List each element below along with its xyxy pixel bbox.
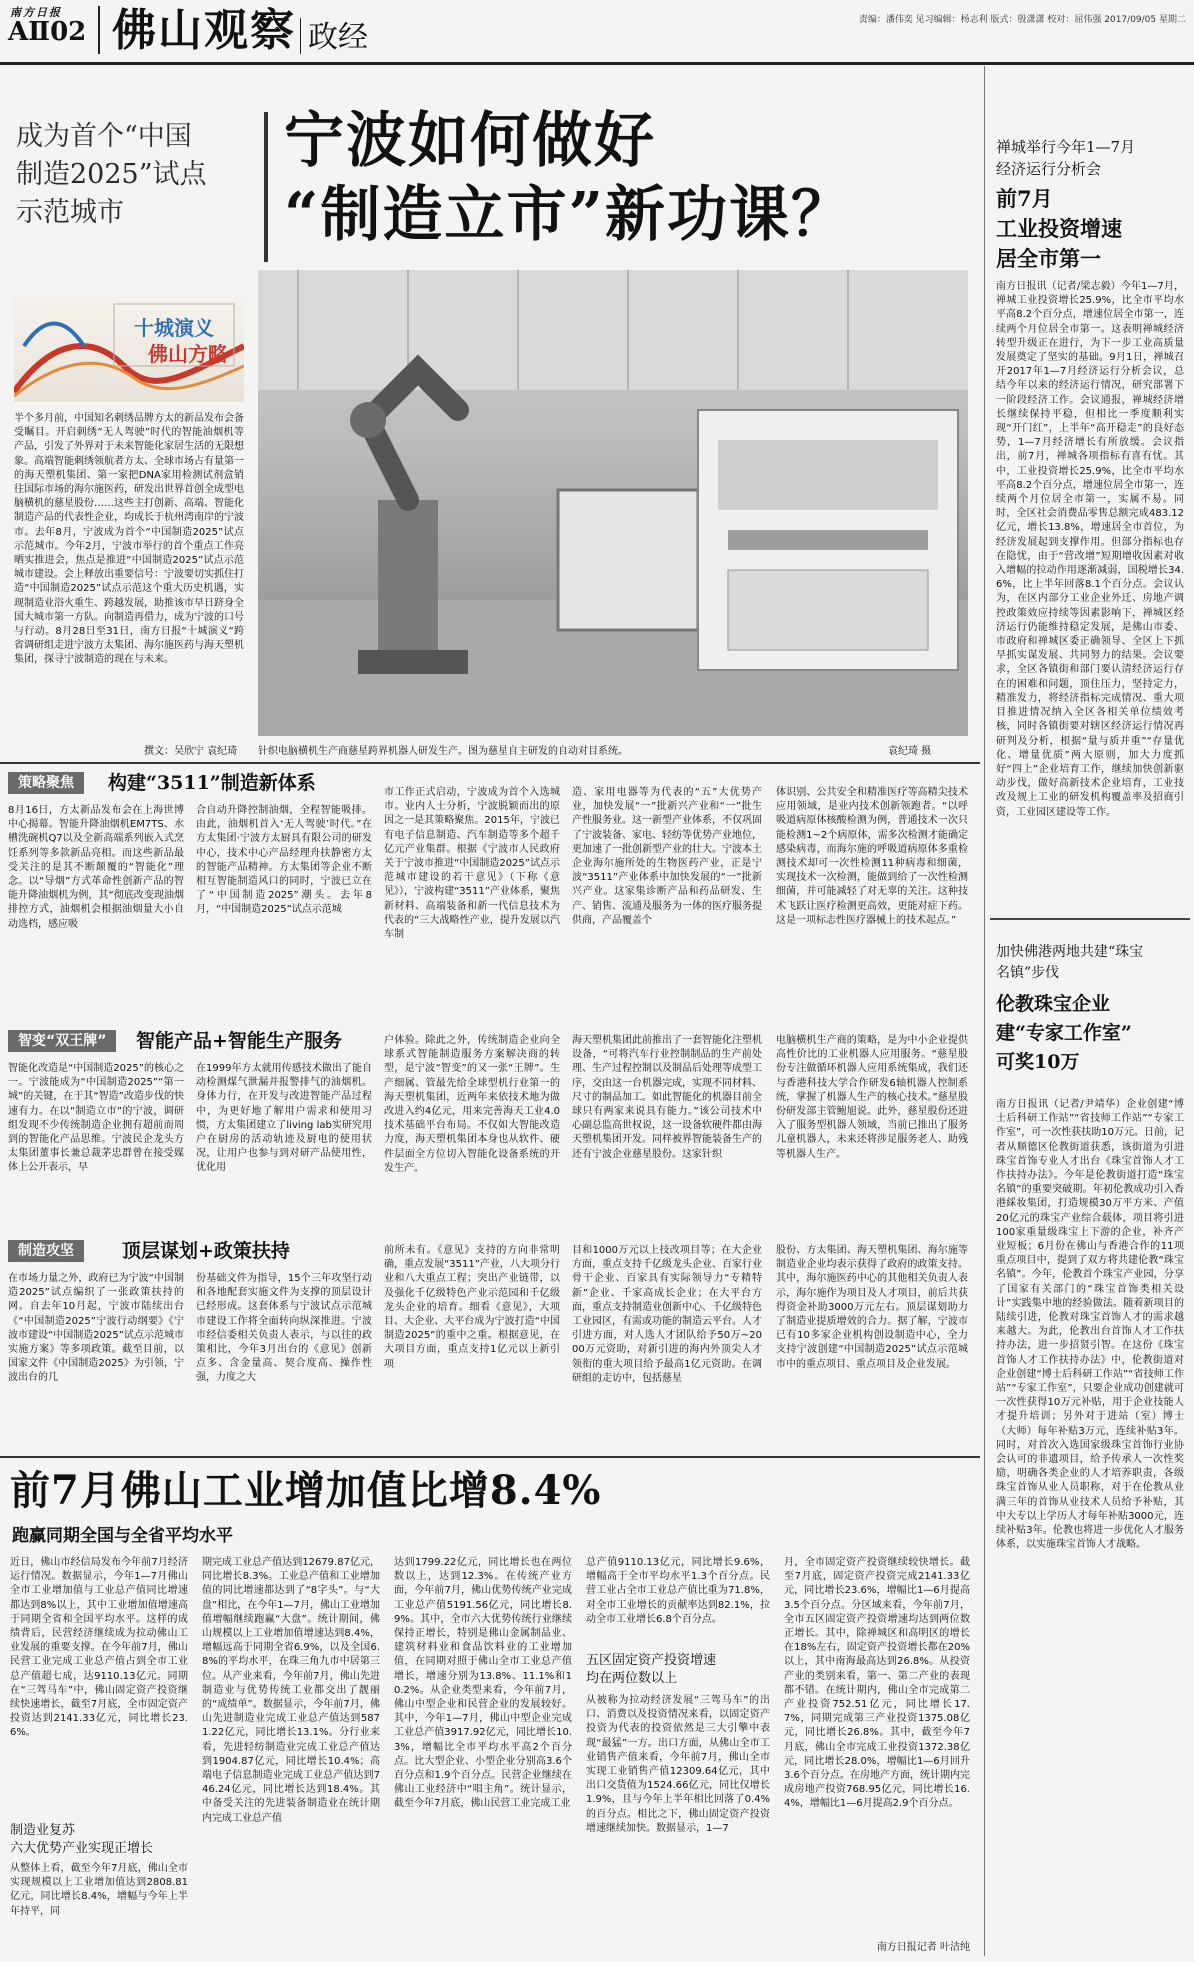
page-credits: 责编：潘伟奕 见习编辑：杨志利 版式：殷潇潇 校对：屈伟强 2017/09/05 星期二 bbox=[858, 15, 1186, 25]
section-policy-col-2: 份基础文件为指导，15个三年攻坚行动和各地配套实施文件为支撑的顶层设计已经形成。这套体系与宁波试点示范城市建设工作将全面转向纵深推进。宁波市经信委相关负责人表示，与以往的政策相比，今年3月出台的《意见》创新点多、含金量高、契合度高、操作性强，力度之大 bbox=[196, 1273, 372, 1384]
badge-title-2: 佛山方略 bbox=[148, 342, 228, 366]
section-policy-col-5: 股份、方太集团、海天塑机集团、海尔施等制造业企业均表示获得了政府的政策支持。其中，海尔施医药中心的其他相关负责人表示，海尔施作为项目及人才项目，前后共获得资金补助3000万元左右。顶层谋划助力了制造业提质增效的合力。据了解，宁波市已有10多家企业机构创设制造中心，全力支持宁波创建“中国制造2025”试点示范城市中的重点项目、重点项目及企业发展。 bbox=[776, 1245, 968, 1370]
bottom-headline: 前7月佛山工业增加值比增8.4% bbox=[10, 1467, 602, 1514]
section-label-strategy: 策略聚焦 bbox=[8, 772, 84, 794]
section-strategy-col-4: 造、家用电器等为代表的“五”大优势产业，加快发展“一”批新兴产业和“一”批生产性服务业。这一新型产业体系，不仅巩固了宁波装备、家电、轻纺等优势产业地位，更加速了一批创新型产业的壮大。宁波本土企业海尔施所处的生物医药产业，正是宁波“3511”产业体系中加快发展的“一”批新兴产业。这家集诊断产品和药品研发、生产、销售、流通及服务为一体的医疗服务提供商，产品覆盖个 bbox=[572, 787, 762, 926]
section-policy-col-1: 在市场力量之外，政府已为宁波“中国制造2025”试点编织了一张政策扶持的网。自去年10月起，宁波市陆续出台《“中国制造2025”宁波行动纲要》《宁波市建设“中国制造2025”试点示范城市实施方案》等多项政策。截至目前，以国家文件《中国制造2025》为引领，宁波出台的几 bbox=[8, 1273, 184, 1384]
badge-title-1: 十城演义 bbox=[134, 316, 214, 340]
bottom-col-4: 总产值9110.13亿元，同比增长9.6%，增幅高于全市平均水平1.3个百分点。民营工业占全市工业总产值比重为71.8%，对全市工业增长的贡献率达到82.1%，拉动全市工业增长6.8个百分点。 bbox=[586, 1557, 770, 1625]
section-strategy-col-2: 合自动升降控制油烟，全程智能吸排。由此，油烟机首入‘无人驾驶’时代。”在方太集团·宁波方太厨具有限公司的研发中心，技术中心产品经理舟扶静密方太的智能产品精神。方太集团等企业不断相互智能制造风口的同时，宁波已立在了“中国制造2025”潮头。去年8月，“中国制造2025”试点示范城 bbox=[196, 805, 372, 916]
lead-byline: 撰文：吴欣宁 袁纪琦 bbox=[144, 746, 238, 757]
lead-photo bbox=[258, 270, 968, 736]
lead-intro-text: 半个多月前，中国知名刺绣品牌方太的新品发布会备受瞩目。开启刺绣“无人驾驶”时代的智能油烟机等产品，引发了外界对于未来智能化家居生活的无限想象。高端智能刺绣领航者方太、全球市场占有量第一的海天塑机集团、第一家把DNA家用检测试剂盒销往国际市场的海尔施医药，研发出世界首创全成型电脑横机的慈星股份……这些主打创新、高端、智能化制造产品的代表性企业，均成长于杭州湾南岸的宁波市。去年8月，宁波成为首个“中国制造2025”试点示范城市。今年2月，宁波市举行的首个重点工作亮晒实推进会，焦点是推进“中国制造2025”试点示范城市建设。会上释放出重要信号：宁波要切实抓住打造“中国制造2025”试点示范这个重大历史机遇，实现制造业浴火重生、跨越发展，助推该市早日跻身全国大城市第一方队。向制造再借力，成为宁波的口号与行动。8月28日至31日，南方日报“十城演义”跨省调研组走进宁波方太集团、海尔施医药与海天塑机集团，探寻宁波制造的现在与未来。 bbox=[14, 413, 244, 666]
section-policy-col-4: 目和1000万元以上技改项目等；在大企业方面，重点支持千亿级龙头企业、百家行业骨干企业、百家具有实际领导力“专精特新”企业、千家高成长企业；在大平台方面，重点支持制造业创新中心、千亿级特色工业园区，有需或功能的制造云平台。人才引进方面，对人选人才团队给予50万~2000万元资助，对新引进的海内外顶尖人才领衔的重大项目给予最高1亿元资助。在调研组的走访中，包括慈星 bbox=[572, 1245, 762, 1384]
page-number: AⅡ02 bbox=[8, 17, 87, 47]
right-top-body: 南方日报讯（记者/梁志毅）今年1—7月，禅城工业投资增长25.9%，比全市平均水平高8.2个百分点，增速位居全市第一，连续两个月位居全市第一。这表明禅城经济转型升级正在进行，为下一步工业高质量发展奠定了坚实的基础。9月1日，禅城召开2017年1—7月经济运行分析会议，总结今年以来的经济运行情况，研究部署下一阶段经济工作。会议通报，禅城经济增长继续保持平稳，但相比一季度顺利实现“开门红”，上半年“高开稳走”的良好态势，1—7月经济增长有所放缓。会议指出，前7月，禅城各项指标有喜有忧。其中，工业投资增长25.9%，比全市平均水平高8.2个百分点，增速位居全市第一，连续两个月位居全市第一，实属不易。同时，全区社会消费品零售总额完成483.12亿元，增长13.8%，增速居全市首位，为经济发展起到支撑作用。但部分指标也存在隐忧，由于“营改增”短期增收因素对收入增幅的拉动作用逐渐减弱，国税增长34.6%，比上半年回落8.1个百分点。会议认为，在区内部分工业企业外迁、房地产调控政策效应持续等因素影响下，禅城区经济运行仍能维持稳定发展，是佛山市委、市政府和禅城区委正确领导、全区上下抓早抓实谋发展、共同努力的结果。会议要求，全区各镇街和部门要认清经济运行存在的困难和问题，顶住压力，坚持定力，精准发力，将经济指标完成情况、重大项目推进情况纳入全区各相关单位绩效考核，同时各镇街要对辖区经济运行情况再研判及分析，根据“量与质并重”“存量优化、增量优质”两大原则，加大力度抓好“四上”企业培育工作，继续加快创新驱动步伐，做好高新技术企业培育，工业技改及规上工业的研发机构覆盖率及招商引资，工业园区建设等工作。 bbox=[996, 281, 1184, 818]
section-label-smart: 智变“双王牌” bbox=[8, 1030, 116, 1052]
section-smart-col-3: 户体验。除此之外，传统制造企业向全球系式智能制造服务方案解决商的转型，是宁波“智变”的又一张“王牌”。生产细属、管最先给全球型机行业第一的海天塑机集团，近两年来依技术地为做改进入约4亿元，用来完善海天工业4.0技术基础平台布局。不仅如大智能改造力度，海天塑机集团本身也从软件、硬件层面全方位切入智能化设备系统的开发生产。 bbox=[384, 1035, 560, 1174]
section-policy-col-3: 前所未有。《意见》支持的方向非常明确，重点发展“3511”产业，八大项分行业和八大重点工程；突出产业链带，以及强化千亿级特色产业示范园和千亿级龙头企业的培育。细看《意见》，大项目、大企业、大平台成为宁波打造“中国制造2025”的重中之重。根据意见，在大项目方面，重点支持1亿元以上新引项 bbox=[384, 1245, 560, 1370]
bottom-col-5: 月，全市固定资产投资继续较快增长。截至7月底，固定资产投资完成2141.33亿元，同比增长23.6%，增幅比1—6月提高3.5个百分点。分区域来看，今年前7月，全市五区固定资产投资增速均达到两位数正增长。其中，除禅城区和高明区的增长在18%左右，固定资产投资增长都在20%以上，其中南海最高达到26.8%。从投资产业的类别来看，第一、第二产业的表现都不错。在统计期内，佛山全市完成第二产业投资752.51亿元，同比增长17.7%，同期完成第三产业投资1375.08亿元，同比增长26.8%。其中，截至今年7月底，佛山全市完成工业投资1372.38亿元，同比增长28.0%，增幅比1—6月回升3.6个百分点。在房地产方面，统计期内完成房地产投资768.95亿元，同比增长16.4%，增幅比1—6月提高2.9个百分点。 bbox=[784, 1557, 970, 1810]
bottom-col-1: 近日，佛山市经信局发布今年前7月经济运行情况。数据显示，今年1—7月佛山全市工业增加值与工业总产值同比增速都达到8%以上，其中工业增加值增速高于同期全省和全国平均水平。这样的成绩背后，民营经济继续成为拉动佛山工业发展的重要支撑。在今年前7月，佛山民营工业完成工业总产值占到全市工业总产值超七成，达9110.13亿元。同期在“三驾马车”中，佛山固定资产投资继续快速增长，截至7月底，全市固定资产投资达到2141.33亿元，同比增长23.6%。 bbox=[10, 1557, 188, 1739]
lead-photo-credit: 袁纪琦 摄 bbox=[888, 746, 932, 757]
right-bottom-body: 南方日报讯（记者/尹靖华）企业创建“博士后科研工作站”“省技师工作站”“专家工作室”，可一次性获扶助10万元。日前，记者从顺德区伦教街道获悉，该街道为引进珠宝首饰专业人才出台《珠宝首饰人才工作扶持办法》。今年是伦教街道打造“珠宝名镇”的重要突破期。年初伦教成功引入香港綵妆集团，打造规模30万平方米、产值20亿元的珠宝产业综合载体，项目将引进100家重量级珠宝上下游的企业，补齐产业短板；6月份在佛山与香港合作的11项重点项目中，提到了双方将共建伦教“珠宝名镇”。今年，伦教首个珠宝产业园，分享了国家有关部门的“珠宝首饰类相关设计”实践集中地的经验做法。随着新项目的陆续引进，伦教对珠宝首饰人才的需求越来越大。为此，伦教出台首饰人才工作扶持办法，进一步招贤引智。在这份《珠宝首饰人才工作扶持办法》中，伦教街道对企业创建“博士后科研工作站”“省技师工作站”“专家工作室”，只要企业成功创建就可一次性获得10万元补贴，用于企业技能人才提升培训；另外对于进站（室）博士（大师）每年补贴3万元，连续补贴3年。同时，对首次入选国家级珠宝首饰行业协会认可的非遗项目，给予传承人一次性奖励，明确各类企业的人才培养职责，各级珠宝首饰从业人员职称，对于在伦教从业满三年的首饰从业技术人员给予补贴，其中大专以上学历人才每年补贴3000元，连续补贴3年。伦教也将进一步优化人才服务体系，以实施珠宝首饰人才战略。 bbox=[996, 1099, 1184, 1551]
section-label-policy: 制造攻坚 bbox=[8, 1240, 84, 1262]
section-smart-col-2: 在1999年方太就用传感技术做出了能自动检测煤气泄漏并报警排气的油烟机。身体力行，在开发与改进智能产品过程中，为更好地了解用户需求和使用习惯，方太集团建立了living lab实研究用户在厨房的活动轨迹及厨电的使用状况，让用户也参与到对研产品使用性，优化用 bbox=[196, 1063, 372, 1174]
bottom-col-1-subhead: 制造业复苏 六大优势产业实现正增长 bbox=[10, 1823, 154, 1856]
lead-kicker: 成为首个“中国 制造2025”试点 示范城市 bbox=[16, 121, 207, 228]
right-bottom-pre: 加快佛港两地共建“珠宝 名镇”步伐 bbox=[996, 944, 1144, 981]
series-badge bbox=[14, 296, 244, 402]
bottom-col-4b: 从被称为拉动经济发展“三驾马车”的出口、消费以及投资情况来看，以固定资产投资为代表的投资依然是三大引擎中表现“最猛”一方。出口方面，从佛山全市工业销售产值来看，今年前7月，佛山全市实现工业销售产值12309.64亿元，其中出口交货值为1524.66亿元，同比仅增长1.9%，且与今年上半年相比回落了0.4%的百分点。相比之下，佛山固定资产投资增速继续加快。数据显示，1—7 bbox=[586, 1695, 770, 1834]
lead-headline: 宁波如何做好 “制造立市”新功课？ bbox=[284, 106, 854, 250]
subsection-title: 政经 bbox=[308, 20, 368, 55]
bottom-byline: 南方日报记者 叶洁纯 bbox=[876, 1942, 970, 1953]
bottom-col-4-subhead: 五区固定资产投资增速 均在两位数以上 bbox=[586, 1653, 717, 1686]
paper-logo: 南方日报 bbox=[10, 6, 62, 19]
right-top-title: 前7月 工业投资增速 居全市第一 bbox=[996, 186, 1122, 271]
robot-illustration bbox=[258, 270, 968, 736]
section-smart-col-1: 智能化改造是“中国制造2025”的核心之一。宁波能成为“中国制造2025”“第一城”的关键，在于其“智造”改造步伐的快速有力。在以“制造立市”的宁波，调研组发现不少传统制造企业拥有超前而周到的智能化产品思维。宁波民企龙头方太集团董事长兼总裁茅忠群曾在接受媒体上公开表示，早 bbox=[8, 1063, 184, 1174]
section-strategy-col-3: 市工作正式启动，宁波成为首个入选城市。业内人士分析，宁波脱颖而出的原因之一是其策略聚焦。2015年，宁波已有电子信息制造、汽车制造等多个超千亿元产业集群。根据《宁波市人民政府关于宁波市推进“中国制造2025”试点示范城市建设的若干意见》（下称《意见》），宁波构建“3511”产业体系，聚焦新材料、高端装备和新一代信息技术为代表的“三大战略性产业，提升发展以汽车制 bbox=[384, 787, 560, 941]
lead-photo-caption: 针织电脑横机生产商慈星跨界机器人研发生产。图为慈星自主研发的自动对目系统。 bbox=[258, 746, 628, 757]
bottom-subhead: 跑赢同期全国与全省平均水平 bbox=[12, 1526, 233, 1546]
bottom-col-2: 期完成工业总产值达到12679.87亿元，同比增长8.3%。工业总产值和工业增加值的同比增速都达到了“8字头”。与“大盘”相比，在今年1—7月，佛山工业增加值增幅继续跑赢“大盘”。统计期间，佛山规模以上工业增加值增速达到8.4%，增幅远高于同期全省6.9%，以及全国6.8%的平均水平，在珠三角九市中居第三位。从产业来看，今年前7月，佛山先进制造业与优势传统工业都交出了靓丽的“成绩单”。数据显示，今年前7月，佛山先进制造业完成工业总产值达到5871.22亿元，同比增长13.1%。分行业来看，先进轻纺制造业完成工业总产值达到1904.87亿元，同比增长10.4%；高端电子信息制造业完成工业总产值达到746.24亿元，同比增长达到18.4%。其中备受关注的先进装备制造业在统计期内完成工业总产值 bbox=[202, 1557, 380, 1824]
section-strategy-col-1: 8月16日，方太新品发布会在上海世博中心揭幕。智能升降油烟机EM7TS、水槽洗碗机Q7以及全新高端系列嵌入式烹饪系列等多款新品亮相。而这些新品最受关注的是其不断颠覆的“智能化”理念。以“导烟”方式革命性创新产品的智能升降油烟机为例，其“彻底改变现油烟排控方式，油烟机会根据油烟量大小自动选档，感应吸 bbox=[8, 805, 184, 930]
section-strategy-col-5: 体识别、公共安全和精准医疗等高精尖技术应用领域，是业内技术创新领跑者。“以呼吸道病原体核酸检测为例，普通技术一次只能检测1~2个病原体，需多次检测才能确定感染病毒，而海尔施的呼吸道病原体多重检测技术却可一次性检测11种病毒和细菌，实现技术一次检测，能做到给了一次性检测细菌，并可能减轻了对无辜的关注。这种技术飞跃让医疗检测更高效，更能对症下药。这是一项标志性医疗器械上的技术起点。” bbox=[776, 787, 968, 926]
section-title-smart: 智能产品+智能生产服务 bbox=[136, 1030, 342, 1052]
section-smart-col-4: 海天塑机集团此前推出了一套智能化注塑机设备，“可将汽车行业控制制品的生产前处理、生产过程控制以及制品后处理等成型工序，交由这一台机器完成，实现不同材料、尺寸的制品加工。如此智能化的机器目前全球只有两家来说具有能力。”该公司技术中心副总监高世权说，这一设备软硬件都由海天塑机集团开发。同样被界智能装备生产的还有宁波企业慈星股份。这家针织 bbox=[572, 1035, 762, 1160]
section-smart-col-5: 电脑横机生产商的策略，是为中小企业提供高性价比的工业机器人应用服务。“慈星股份专注做循环机器人应用系统集成，我们还与香港科技大学合作研发6轴机器人控制系统，掌握了机器人生产的核心技术。”慈星股份研发部主管鲍旭说。此外，慈星股份还进入了服务型机器人领域，当前已推出了服务儿童机器人，未来还将涉足服务老人、助残等机器人生产。 bbox=[776, 1035, 968, 1160]
bottom-col-3: 达到1799.22亿元，同比增长也在两位数以上，达到12.3%。在传统产业方面，今年前7月，佛山优势传统产业完成工业总产值5191.56亿元，同比增长8.9%。其中，全市六大优势传统行业继续保持正增长，特别是佛山金属制品业、建筑材料业和食品饮料业的工业增加值，在同期对照于佛山全市工业总产值增长，增速分别为13.8%、11.1%和10.2%。从企业类型来看，今年前7月，佛山中型企业和民营企业的发展较好。其中，今年1—7月，佛山中型企业完成工业总产值3917.92亿元，同比增长10.3%，增幅比全市平均水平高2个百分点。比大型企业、小型企业分别高3.6个百分点和1.9个百分点。民营企业继续在佛山工业经济中“唱主角”。统计显示，截至今年7月底，佛山民营工业完成工业 bbox=[394, 1557, 572, 1810]
right-bottom-title: 伦教珠宝企业 建“专家工作室” 可奖10万 bbox=[996, 993, 1132, 1073]
bottom-col-1b: 从整体上看，截至今年7月底，佛山全市实现规模以上工业增加值达到2808.81亿元，同比增长8.4%，增幅与今年上半年持平，同 bbox=[10, 1863, 188, 1917]
section-title-strategy: 构建“3511”制造新体系 bbox=[108, 772, 316, 794]
section-title: 佛山观察 bbox=[112, 5, 296, 56]
right-top-pre: 禅城举行今年1—7月 经济运行分析会 bbox=[996, 138, 1136, 178]
section-title-policy: 顶层谋划+政策扶持 bbox=[122, 1240, 290, 1262]
